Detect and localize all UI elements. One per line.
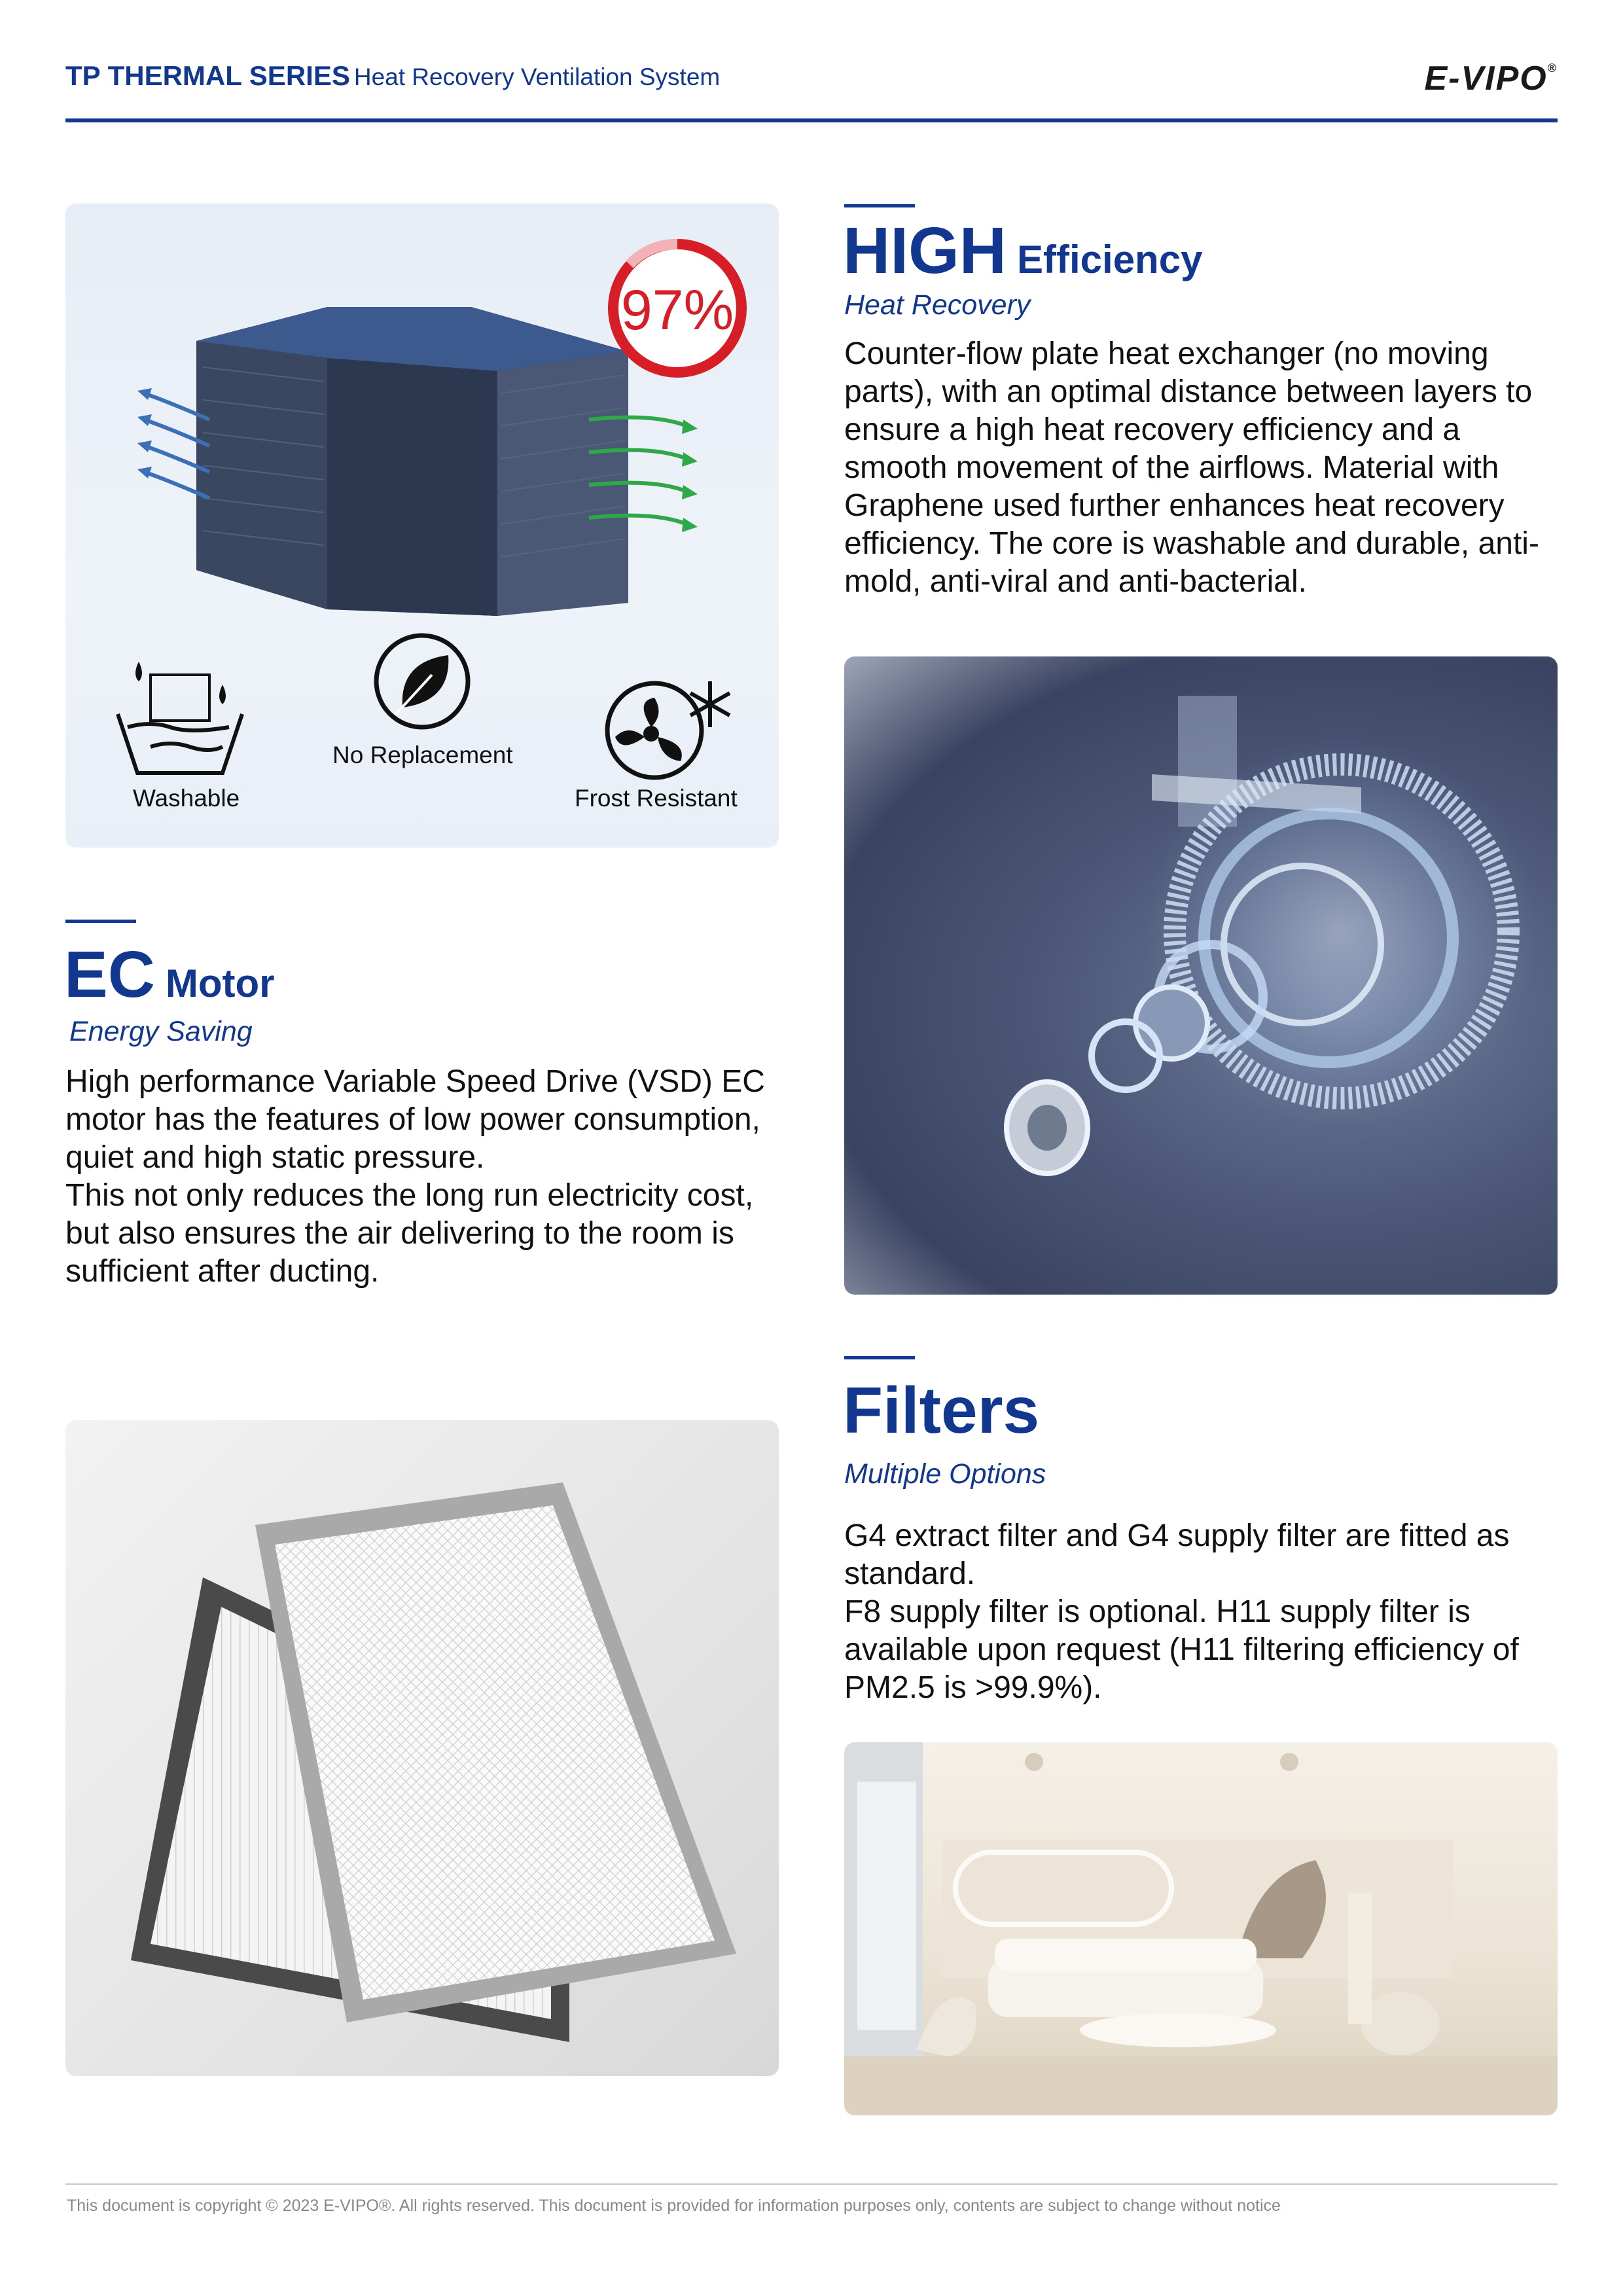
filters-accent-bar	[844, 1356, 915, 1359]
logo-text: E-VIPO	[1424, 60, 1548, 98]
living-room-illustration	[844, 1742, 1558, 2115]
high-body: Counter-flow plate heat exchanger (no moving parts), with an optimal distance between layers to ensure a high heat recovery efficiency and a smooth movement of the airflows. Material with Graphene used further enhances heat recovery efficiency. The core is washable and durable, anti-mold, anti-viral and anti-bacterial.	[844, 336, 1539, 599]
feature-no-replacement-label: No Replacement	[332, 742, 513, 768]
footer-rule	[65, 2183, 1558, 2185]
ec-heading	[64, 937, 275, 1013]
high-subtitle: Heat Recovery	[844, 289, 1031, 321]
high-heading-big: HIGH	[843, 214, 1007, 287]
feature-washable-label: Washable	[133, 785, 240, 812]
filters-body-paragraph-2: F8 supply filter is optional. H11 supply filter is available upon request (H11 filtering efficiency of PM2.5 is >99.9%).	[844, 1594, 1519, 1705]
ec-accent-bar	[65, 920, 136, 923]
heat-exchanger-card	[65, 204, 779, 848]
ec-body	[65, 1063, 792, 1291]
high-heading-small: Efficiency	[1017, 238, 1203, 281]
ec-motor-image	[844, 656, 1558, 1295]
filters-body-paragraph-1: G4 extract filter and G4 supply filter are fitted as standard.	[844, 1518, 1510, 1591]
efficiency-badge-text: 97%	[620, 279, 734, 342]
filters-subtitle: Multiple Options	[844, 1458, 1046, 1490]
logo-registered-mark: ®	[1547, 62, 1558, 75]
series-name: TP THERMAL SERIES	[65, 60, 350, 91]
footer-copyright: This document is copyright © 2023 E-VIPO®. All rights reserved. This document is provided for information purposes only, contents are subject to change without notice	[67, 2197, 1281, 2215]
high-accent-bar	[844, 204, 915, 207]
ec-subtitle: Energy Saving	[69, 1016, 253, 1047]
series-subtitle: Heat Recovery Ventilation System	[353, 63, 721, 90]
feature-frost-resistant-label: Frost Resistant	[575, 785, 738, 812]
ec-body-paragraph-2: This not only reduces the long run electricity cost, but also ensures the air delivering to the room is sufficient after ducting.	[65, 1178, 754, 1289]
series-title	[65, 60, 720, 92]
filters-image	[65, 1420, 779, 2076]
fan-snowflake-icon	[607, 681, 730, 778]
filter-panels-illustration	[65, 1420, 779, 2076]
ec-heading-small: Motor	[165, 961, 275, 1005]
leaf-icon	[376, 636, 468, 727]
ec-body-paragraph-1: High performance Variable Speed Drive (VSD) EC motor has the features of low power consumption, quiet and high static pressure.	[65, 1064, 765, 1175]
filters-heading: Filters	[843, 1374, 1040, 1447]
ec-heading-big: EC	[64, 938, 155, 1011]
living-room-image	[844, 1742, 1558, 2115]
brand-logo	[1424, 59, 1558, 98]
high-heading	[843, 213, 1202, 289]
header-rule	[65, 118, 1558, 122]
ec-motor-illustration	[844, 656, 1558, 1295]
filters-body	[844, 1517, 1558, 1707]
